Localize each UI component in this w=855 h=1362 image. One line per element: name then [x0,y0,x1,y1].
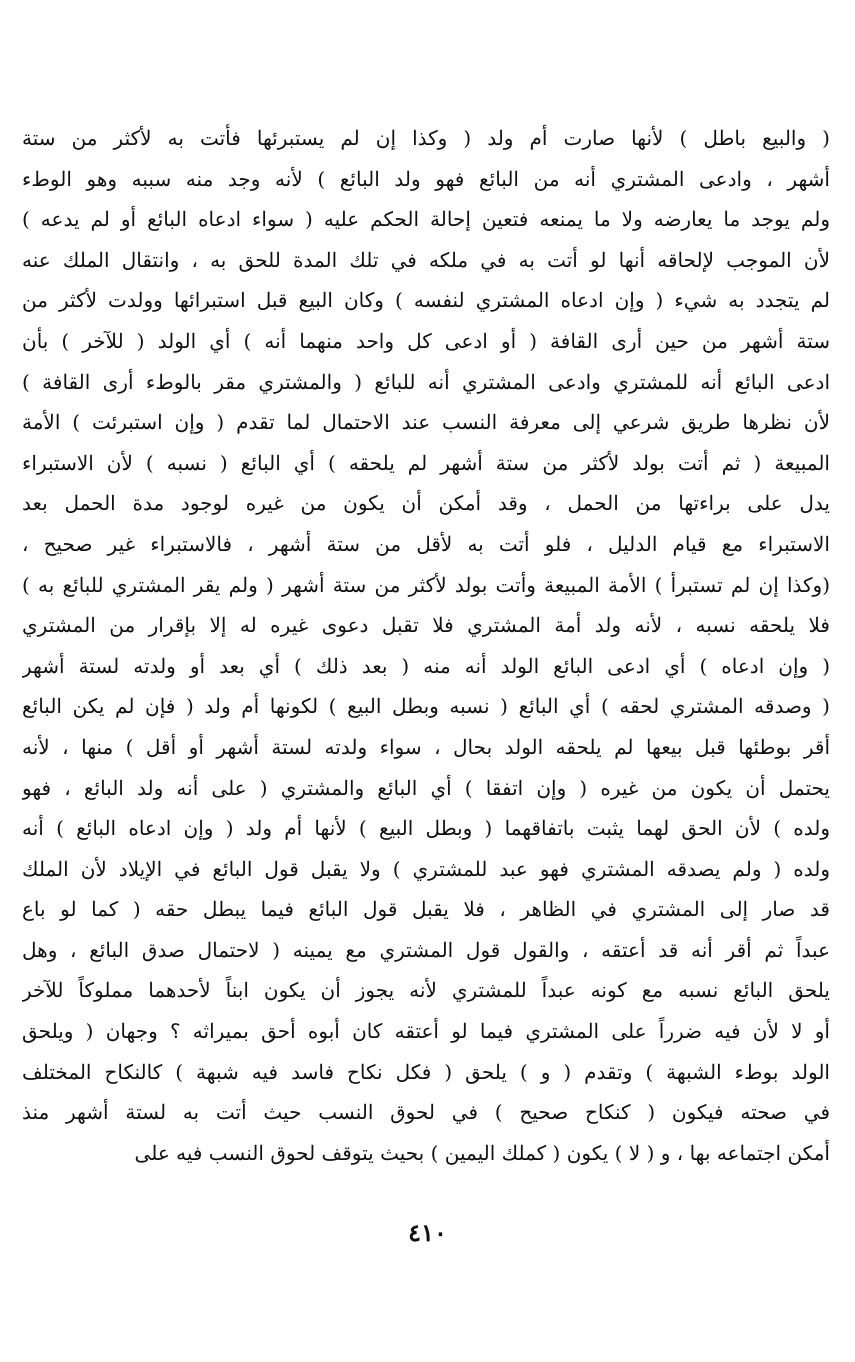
text-line-20: قد صار إلى المشتري في الظاهر ، فلا يقبل قول البائع فيما يبطل حقه ( كما لو باع [22,897,830,922]
text-line-13: فلا يلحقه نسبه ، لأنه ولد أمة المشتري فلا تقبل دعوى غيره له إلا بإقرار من المشتري [22,613,830,638]
text-line-17: يحتمل أن يكون من غيره ( وإن اتفقا ) أي البائع والمشتري ( على أنه ولد البائع ، فهو [22,775,830,800]
body-text [22,118,830,1173]
text-line-22: يلحق البائع نسبه مع كونه عبداً للمشتري لأنه يجوز أن يكون ابناً لأحدهما مملوكاً للآخر [22,978,830,1003]
text-line-4: لأن الموجب لإلحاقه أنها لو أتت به في ملكه في تلك المدة للحق به ، وانتقال الملك عنه [22,247,830,272]
text-line-16: أقر بوطئها قبل بيعها لم يلحقه الولد بحال ، سواء ولدته لستة أشهر أو أقل ) منها ، لأنه [22,734,830,759]
text-line-26: أمكن اجتماعه بها ، و ( لا ) يكون ( كملك اليمين ) بحيث يتوقف لحوق النسب فيه على [134,1140,830,1165]
text-line-25: في صحته فيكون ( كنكاح صحيح ) في لحوق النسب حيث أتت به لستة أشهر منذ [22,1100,830,1125]
text-line-9: المبيعة ( ثم أتت بولد لأكثر من ستة أشهر لم يلحقه ) أي البائع ( نسبه ) لأن الاستبراء [22,450,830,475]
text-line-15: ( وصدقه المشتري لحقه ) أي البائع ( نسبه وبطل البيع ) لكونها أم ولد ( فإن لم يكن البائع [22,694,830,719]
text-line-1: ( والبيع باطل ) لأنها صارت أم ولد ( وكذا إن لم يستبرئها فأتت به لأكثر من ستة [22,126,830,150]
text-line-18: ولده ) لأن الحق لهما يثبت باتفاقهما ( وبطل البيع ) لأنها أم ولد ( وإن ادعاه البائع ) أنه [22,816,830,841]
text-line-21: عبداً ثم أقر أنه قد أعتقه ، والقول قول المشتري مع يمينه ( لاحتمال صدق البائع ، وهل [22,937,830,962]
text-line-10: يدل على براءتها من الحمل ، وقد أمكن أن يكون من غيره لوجود مدة الحمل بعد [22,491,830,516]
text-line-8: لأن نظرها طريق شرعي إلى معرفة النسب عند الاحتمال لما تقدم ( وإن استبرئت ) الأمة [22,410,830,435]
page-number: ٤١٠ [408,1218,447,1247]
text-line-2: أشهر ، وادعى المشتري أنه من البائع فهو ولد البائع ) لأنه وجد منه سببه وهو الوطء [22,166,830,191]
text-line-23: أو لا لأن فيه ضرراً على المشتري فيما لو أعتقه كان أبوه أحق بميراثه ؟ وجهان ( ويلحق [22,1019,830,1044]
text-line-14: ( وإن ادعاه ) أي ادعى البائع الولد أنه منه ( بعد ذلك ) أي بعد أو ولدته لستة أشهر [22,653,830,678]
text-line-12: (وكذا إن لم تستبرأ ) الأمة المبيعة وأتت بولد لأكثر من ستة أشهر ( ولم يقر المشتري للبائع به ) [22,572,830,597]
text-line-3: ولم يوجد ما يعارضه ولا ما يمنعه فتعين إحالة الحكم عليه ( سواء ادعاه البائع أو لم يدعه ) [22,207,830,232]
text-line-6: ستة أشهر من حين أرى القافة ( أو ادعى كل واحد منهما أنه ) أي الولد ( للآخر ) بأن [22,328,830,353]
text-line-24: الولد بوطء الشبهة ) وتقدم ( و ) يلحق ( فكل نكاح فاسد فيه شبهة ) كالنكاح المختلف [22,1059,830,1084]
text-line-7: ادعى البائع أنه للمشتري وادعى المشتري أنه للبائع ( والمشتري مقر بالوطء أرى القافة ) [22,369,830,394]
text-line-11: الاستبراء مع قيام الدليل ، فلو أتت به لأقل من ستة أشهر ، فالاستبراء غير صحيح ، [22,531,830,556]
text-line-19: ولده ( ولم يصدقه المشتري فهو عبد للمشتري ) ولا يقبل قول البائع في الإيلاد لأن الملك [22,856,830,881]
text-line-5: لم يتجدد به شيء ( وإن ادعاه المشتري لنفسه ) وكان البيع قبل استبرائها وولدت لأكثر من [22,288,830,313]
